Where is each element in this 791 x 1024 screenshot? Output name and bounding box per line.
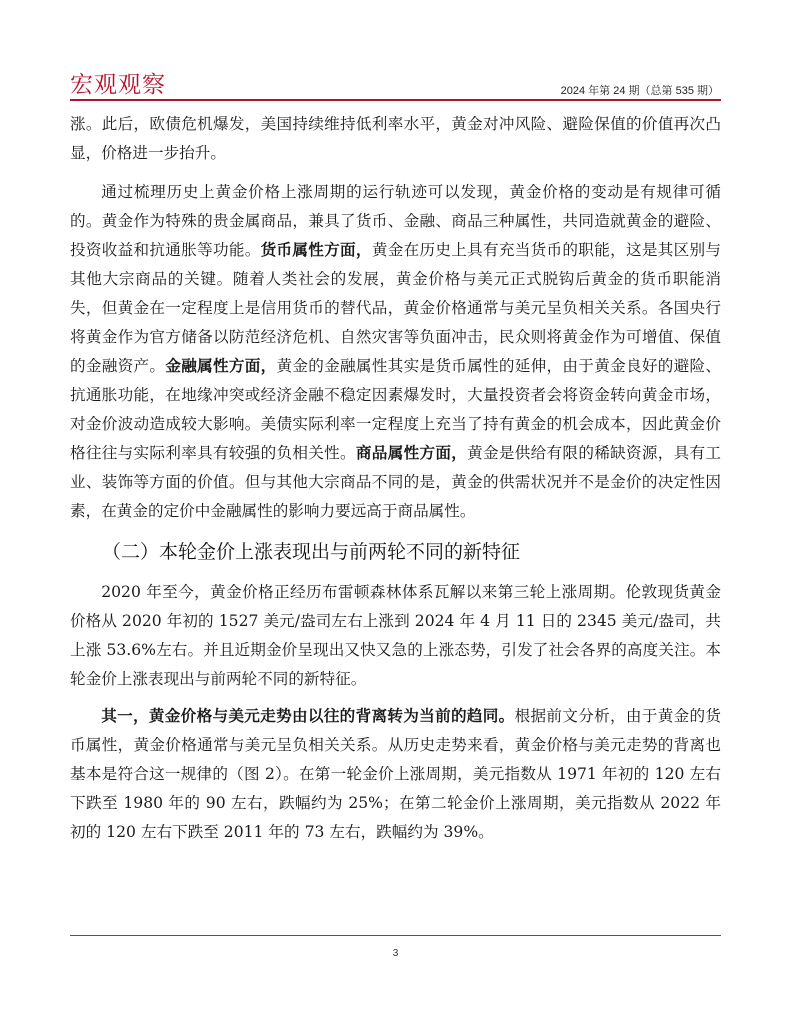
paragraph-dollar-trend <box>70 702 721 847</box>
paragraph-text: 通过梳理历史上黄金价格上涨周期的运行轨迹可以发现，黄金价格的变动是有规律可循的。黄金作为特殊的贵金属商品，兼具了货币、金融、商品三种属性，共同造就黄金的避险、投资收益和抗通胀等功能。 <box>70 183 721 259</box>
paragraph-text: 黄金是供给有限的稀缺资源，具有工业、装饰等方面的价值。但与其他大宗商品不同的是，黄金的供需状况并不是金价的决定性因素，在黄金的定价中金融属性的影响力要远高于商品属性。 <box>70 444 721 520</box>
paragraph-text: 黄金的金融属性其实是货币属性的延伸，由于黄金良好的避险、抗通胀功能，在地缘冲突或经济金融不稳定因素爆发时，大量投资者会将资金转向黄金市场，对金价波动造成较大影响。美债实际利率一定程度上充当了持有黄金的机会成本，因此黄金价格往往与实际利率具有较强的负相关性。 <box>70 357 721 462</box>
publication-title: 宏观观察 <box>70 72 166 98</box>
bold-lead-currency: 货币属性方面， <box>260 241 372 259</box>
paragraph-text: 黄金在历史上具有充当货币的职能，这是其区别与其他大宗商品的关键。随着人类社会的发展，黄金价格与美元正式脱钩后黄金的货币职能消失，但黄金在一定程度上是信用货币的替代品，黄金价格通常与美元呈负相关关系。各国央行将黄金作为官方储备以防范经济危机、自然灾害等负面冲击，民众则将黄金作为可增值、保值的金融资产。 <box>70 241 721 375</box>
issue-number: 2024 年第 24 期（总第 535 期） <box>560 85 719 97</box>
header-divider <box>70 99 721 101</box>
bold-lead-first-feature: 其一，黄金价格与美元走势由以往的背离转为当前的趋同。 <box>101 707 515 725</box>
bold-lead-commodity: 商品属性方面， <box>355 444 468 462</box>
page-number: 3 <box>392 948 399 959</box>
article-body <box>70 110 721 847</box>
paragraph-gold-attributes <box>70 178 721 526</box>
bold-lead-financial: 金融属性方面， <box>165 357 277 375</box>
paragraph-third-cycle: 2020 年至今，黄金价格正经历布雷顿森林体系瓦解以来第三轮上涨周期。伦敦现货黄金价格从 2020 年初的 1527 美元/盎司左右上涨到 2024 年 4 月 11 日的 2345 美元/盎司，共上涨 53.6%左右。并且近期金价呈现出又快又急的上涨态势，引发了社会各界的高度关注。本轮金价上涨表现出与前两轮不同的新特征。 <box>70 583 721 688</box>
paragraph-text: 根据前文分析，由于黄金的货币属性，黄金价格通常与美元呈负相关关系。从历史走势来看，黄金价格与美元走势的背离也基本是符合这一规律的（图 2）。在第一轮金价上涨周期，美元指数从 1971 年初的 120 左右下跌至 1980 年的 90 左右，跌幅约为 25%；在第二轮金价上涨周期，美元指数从 2022 年初的 120 左右下跌至 2011 年的 73 左右，跌幅约为 39%。 <box>70 707 721 841</box>
footer-divider <box>70 935 721 936</box>
paragraph-continued: 涨。此后，欧债危机爆发，美国持续维持低利率水平，黄金对冲风险、避险保值的价值再次凸显，价格进一步抬升。 <box>70 115 721 162</box>
section-heading: （二）本轮金价上涨表现出与前两轮不同的新特征 <box>102 541 521 563</box>
